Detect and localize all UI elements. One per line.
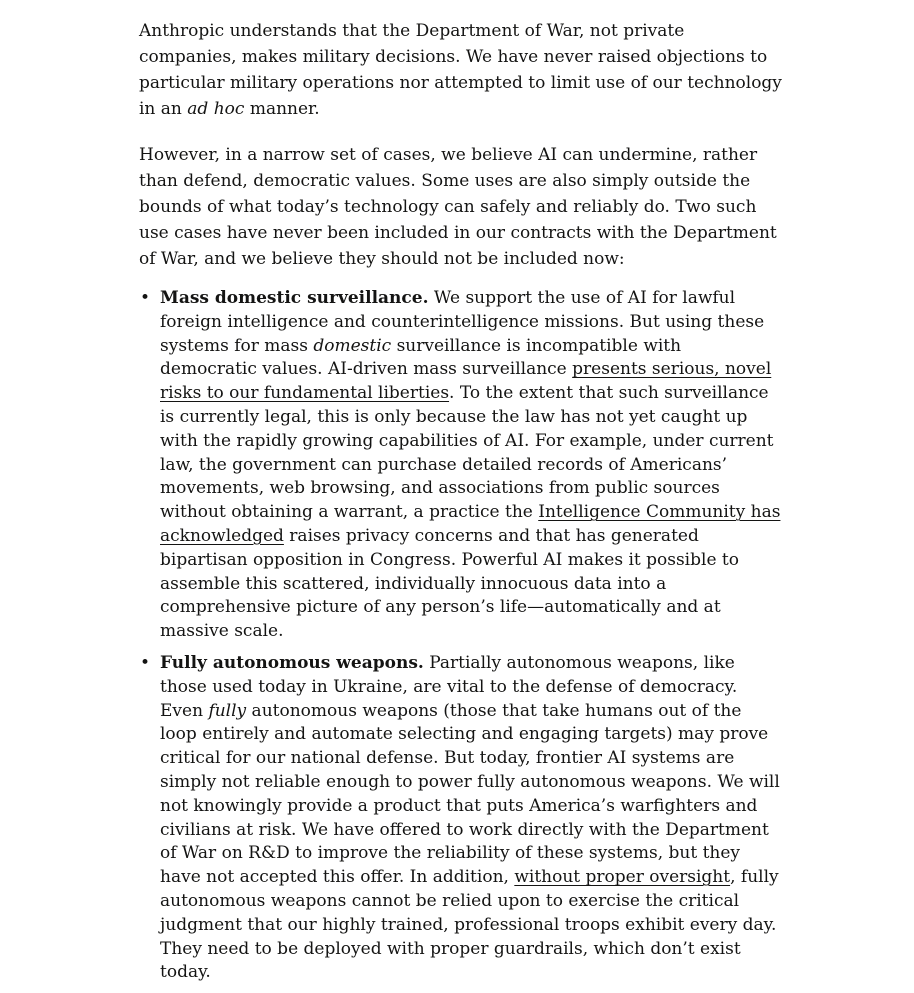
list-item-mass-surveillance [139, 287, 783, 644]
use-case-list [139, 287, 783, 985]
paragraph-intro-text-a: Anthropic understands that the Department of War, not private companies, makes military decisions. We have never raised objections to particular military operations nor attempted to limit use of our technology in an [139, 21, 782, 119]
paragraph-intro-italic: ad hoc [187, 99, 245, 119]
article-body [139, 8, 783, 993]
list-item-heading: Fully autonomous weapons. [160, 652, 424, 673]
paragraph-intro [139, 18, 783, 122]
bullet-marker: • [140, 652, 151, 673]
list-item-text: . To the extent that such surveillance is currently legal, this is only because the law has not yet caught up with the rapidly growing capabilities of AI. For example, under current law, the government can purchase detailed records of Americans’ movements, web browsing, and associations from public sources without obtaining a warrant, a practice the [160, 383, 774, 523]
bullet-marker: • [140, 288, 151, 308]
proper-oversight-link[interactable]: without proper oversight [514, 867, 731, 888]
liberties-risk-link[interactable]: presents serious, novel risks to our fundamental liberties [160, 359, 772, 404]
paragraph-narrow-cases: However, in a narrow set of cases, we believe AI can undermine, rather than defend, democratic values. Some uses are also simply outside the bounds of what today’s technology can safely and reliably do. Two such use cases have never been included in our contracts with the Department of War, and we believe they should not be included now: [139, 145, 777, 269]
intelligence-community-link[interactable]: Intelligence Community has acknowledged [160, 502, 781, 546]
list-item-text: , fully autonomous weapons cannot be relied upon to exercise the critical judgment that our highly trained, professional troops exhibit every day. They need to be deployed with proper guardrails, which don’t exist today. [160, 867, 779, 983]
list-item-text: We support the use of AI for lawful foreign intelligence and counterintelligence missions. But using these systems for mass [160, 288, 765, 356]
list-item-text: raises privacy concerns and that has generated bipartisan opposition in Congress. Powerful AI makes it possible to assemble this scattered, individually innocuous data into a comprehensive picture of any person’s life—automatically and at massive scale. [160, 525, 739, 642]
list-item-autonomous-weapons [139, 652, 783, 985]
paragraph-intro-text-b: manner. [244, 99, 320, 119]
list-item-heading: Mass domestic surveillance. [160, 288, 429, 308]
list-item-text: Partially autonomous weapons, like those used today in Ukraine, are vital to the defense of democracy. Even [160, 652, 738, 721]
list-item-italic: domestic [313, 335, 392, 356]
list-item-text: autonomous weapons (those that take humans out of the loop entirely and automate selecting and engaging targets) may prove critical for our national defense. But today, frontier AI systems are simply not reliable enough to power fully autonomous weapons. We will not knowingly provide a product that puts America’s warfighters and civilians at risk. We have offered to work directly with the Department of War on R&D to improve the reliability of these systems, but they have not accepted this offer. In addition, [160, 700, 780, 888]
list-item-text: surveillance is incompatible with democratic values. AI-driven mass surveillance [160, 335, 682, 380]
list-item-italic: fully [208, 700, 247, 721]
